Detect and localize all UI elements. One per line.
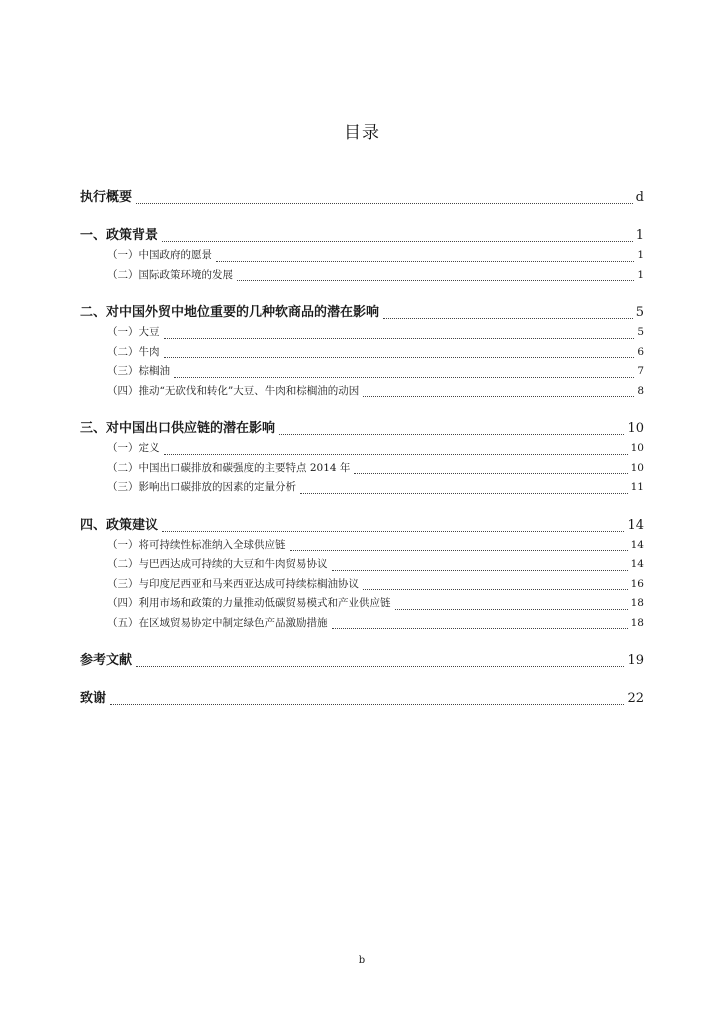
toc-subentry-label: （一）中国政府的愿景	[107, 249, 212, 261]
dot-leader	[332, 628, 628, 629]
dot-leader	[136, 203, 633, 204]
toc-subentry-page: 1	[637, 268, 644, 281]
dot-leader	[216, 261, 634, 262]
toc-entry-page: 10	[627, 421, 644, 436]
toc-group-soft-commodities	[80, 303, 644, 401]
toc-subentry-page: 1	[637, 249, 644, 261]
footer-page-number: b	[358, 955, 366, 966]
toc-subentry[interactable]	[80, 555, 644, 575]
toc-group-references	[80, 651, 644, 671]
toc-subentry-page: 14	[630, 558, 644, 570]
toc-entry-page: 1	[635, 228, 644, 243]
toc-entry-policy-recommendations[interactable]	[80, 516, 644, 536]
toc-subentry-label: （三）棕榈油	[107, 365, 170, 377]
toc-entry-page: 22	[627, 691, 644, 706]
toc-subentry-label: （二）与巴西达成可持续的大豆和牛肉贸易协议	[107, 558, 328, 570]
toc-subentry-label: （三）影响出口碳排放的因素的定量分析	[107, 481, 296, 493]
toc-subentry-label: （一）将可持续性标准纳入全球供应链	[107, 538, 286, 551]
toc-subentry-page: 18	[630, 597, 644, 609]
toc-subentry-page: 7	[637, 365, 644, 377]
toc-group-policy-recommendations	[80, 516, 644, 634]
toc-subentry-label: （二）牛肉	[107, 345, 160, 358]
toc-subentry-label: （三）与印度尼西亚和马来西亚达成可持续棕榈油协议	[107, 577, 359, 590]
toc-entry-references[interactable]	[80, 651, 644, 671]
toc-entry-label: 参考文献	[80, 653, 133, 668]
toc-subentry-label: （五）在区域贸易协定中制定绿色产品激励措施	[107, 616, 328, 629]
dot-leader	[383, 318, 633, 319]
dot-leader	[136, 666, 624, 667]
toc-subentry[interactable]	[80, 594, 644, 614]
page-title: 目录	[344, 123, 380, 143]
toc-subentry-page: 11	[630, 481, 644, 493]
toc-subentry[interactable]	[80, 343, 644, 363]
dot-leader	[174, 377, 634, 378]
dot-leader	[332, 570, 628, 571]
toc-subentry-page: 6	[637, 345, 644, 358]
toc-subentry[interactable]	[80, 536, 644, 556]
dot-leader	[363, 589, 628, 590]
dot-leader	[363, 396, 634, 397]
toc-entry-label: 二、对中国外贸中地位重要的几种软商品的潜在影响	[80, 305, 380, 320]
dot-leader	[162, 531, 624, 532]
toc-subentry-page: 5	[637, 326, 644, 338]
toc-entry-page: 14	[627, 517, 644, 533]
toc-subentry-page: 10	[630, 461, 644, 474]
toc-subentry[interactable]	[80, 614, 644, 634]
toc-entry-label: 致谢	[80, 691, 107, 706]
toc-subentry-page: 16	[630, 577, 644, 590]
table-of-contents	[80, 188, 644, 727]
dot-leader	[164, 338, 635, 339]
toc-subentry-label: （二）中国出口碳排放和碳强度的主要特点 2014 年	[107, 461, 351, 474]
toc-group-acknowledgements	[80, 689, 644, 709]
toc-entry-policy-background[interactable]	[80, 226, 644, 246]
dot-leader	[395, 609, 628, 610]
toc-entry-label: 一、政策背景	[80, 228, 159, 243]
toc-entry-acknowledgements[interactable]	[80, 689, 644, 709]
dot-leader	[162, 241, 633, 242]
toc-group-export-supply-chain	[80, 419, 644, 498]
toc-entry-label: 四、政策建议	[80, 517, 159, 533]
dot-leader	[164, 454, 628, 455]
toc-subentry-label: （二）国际政策环境的发展	[107, 268, 233, 281]
toc-group-policy-background	[80, 226, 644, 285]
toc-subentry-label: （一）大豆	[107, 326, 160, 338]
dot-leader	[354, 473, 627, 474]
toc-subentry-label: （一）定义	[107, 442, 160, 454]
toc-entry-label: 执行概要	[80, 190, 133, 205]
toc-subentry-label: （四）推动“无砍伐和转化”大豆、牛肉和棕榈油的动因	[107, 384, 360, 397]
toc-subentry-page: 10	[630, 442, 644, 454]
toc-subentry-label: （四）利用市场和政策的力量推动低碳贸易模式和产业供应链	[107, 597, 391, 609]
toc-entry-label: 三、对中国出口供应链的潜在影响	[80, 421, 276, 436]
toc-entry-executive-summary[interactable]	[80, 188, 644, 208]
dot-leader	[110, 704, 624, 705]
toc-subentry[interactable]	[80, 575, 644, 595]
toc-subentry-page: 18	[630, 616, 644, 629]
toc-subentry[interactable]	[80, 478, 644, 498]
toc-entry-page: d	[635, 190, 644, 205]
toc-entry-export-supply-chain[interactable]	[80, 419, 644, 439]
toc-subentry[interactable]	[80, 382, 644, 402]
toc-subentry[interactable]	[80, 439, 644, 459]
toc-entry-page: 19	[627, 653, 644, 668]
dot-leader	[290, 550, 628, 551]
toc-subentry[interactable]	[80, 246, 644, 266]
dot-leader	[164, 357, 635, 358]
toc-subentry-page: 14	[630, 538, 644, 551]
toc-group-executive-summary	[80, 188, 644, 208]
toc-subentry[interactable]	[80, 266, 644, 286]
toc-subentry[interactable]	[80, 323, 644, 343]
toc-subentry[interactable]	[80, 459, 644, 479]
toc-subentry-page: 8	[637, 384, 644, 397]
dot-leader	[300, 493, 628, 494]
toc-subentry[interactable]	[80, 362, 644, 382]
toc-entry-page: 5	[635, 305, 644, 320]
dot-leader	[279, 434, 624, 435]
toc-entry-soft-commodities[interactable]	[80, 303, 644, 323]
dot-leader	[237, 280, 634, 281]
